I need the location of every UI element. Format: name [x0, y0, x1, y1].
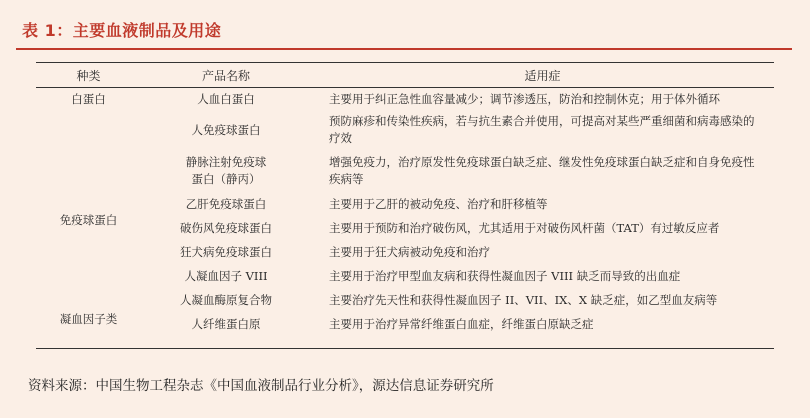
- product-usage: 主要用于治疗异常纤维蛋白血症，纤维蛋白原缺乏症: [329, 316, 594, 331]
- table-title: 表 1：主要血液制品及用途: [22, 21, 222, 40]
- table-row: [141, 312, 774, 336]
- product-name: 乙肝免疫球蛋白: [185, 196, 267, 211]
- header-usage: 适用症: [524, 68, 561, 83]
- product-usage: 主要用于预防和治疗破伤风，尤其适用于对破伤风杆菌（TAT）有过敏反应者: [329, 220, 720, 235]
- table-body: [36, 88, 774, 348]
- source-note: 资料来源：中国生物工程杂志《中国血液制品行业分析》，源达信息证券研究所: [28, 378, 494, 394]
- product-name: 狂犬病免疫球蛋白: [180, 244, 272, 259]
- product-name: 人纤维蛋白原: [191, 316, 261, 331]
- table-row: [141, 216, 774, 240]
- table-row: [141, 150, 774, 192]
- product-usage: 主要用于纠正急性血容量减少；调节渗透压，防治和控制休克；用于体外循环: [329, 91, 720, 106]
- product-name: 破伤风免疫球蛋白: [180, 220, 272, 235]
- header-category: 种类: [76, 68, 101, 83]
- product-name: 人血白蛋白: [197, 91, 255, 106]
- product-usage: 增强免疫力，治疗原发性免疫球蛋白缺乏症、继发性免疫球蛋白缺乏症和自身免疫性疾病等: [329, 155, 755, 186]
- product-name: 静脉注射免疫球蛋白（静丙）: [185, 155, 267, 186]
- category-coagulation-factors: 凝血因子类: [59, 312, 118, 326]
- product-usage: 主要用于乙肝的被动免疫、治疗和肝移植等: [329, 196, 548, 211]
- product-usage: 主要治疗先天性和获得性凝血因子 II、VII、IX、X 缺乏症，如乙型血友病等: [329, 292, 718, 307]
- category-albumin: 白蛋白: [71, 92, 106, 106]
- category-immunoglobulin: 免疫球蛋白: [59, 213, 118, 227]
- product-name: 人凝血因子 VIII: [184, 268, 268, 283]
- table-row: [141, 240, 774, 264]
- blood-products-table: [36, 62, 774, 349]
- product-usage: 主要用于狂犬病被动免疫和治疗: [329, 244, 490, 259]
- product-name: 人免疫球蛋白: [191, 122, 261, 137]
- table-bottom-rule: [36, 348, 774, 349]
- product-usage: 主要用于治疗甲型血友病和获得性凝血因子 VIII 缺乏而导致的出血症: [329, 268, 681, 283]
- table-row: [141, 88, 774, 110]
- header-product: 产品名称: [201, 68, 250, 83]
- product-usage: 预防麻疹和传染性疾病，若与抗生素合并使用，可提高对某些严重细菌和病毒感染的疗效: [329, 114, 755, 145]
- product-rows: [141, 88, 774, 336]
- table-row: [141, 192, 774, 216]
- product-name: 人凝血酶原复合物: [180, 292, 272, 307]
- table-header: [36, 63, 774, 87]
- table-row: [141, 288, 774, 312]
- table-row: [141, 110, 774, 150]
- title-divider: [16, 48, 792, 50]
- table-row: [141, 264, 774, 288]
- category-column: [36, 88, 141, 348]
